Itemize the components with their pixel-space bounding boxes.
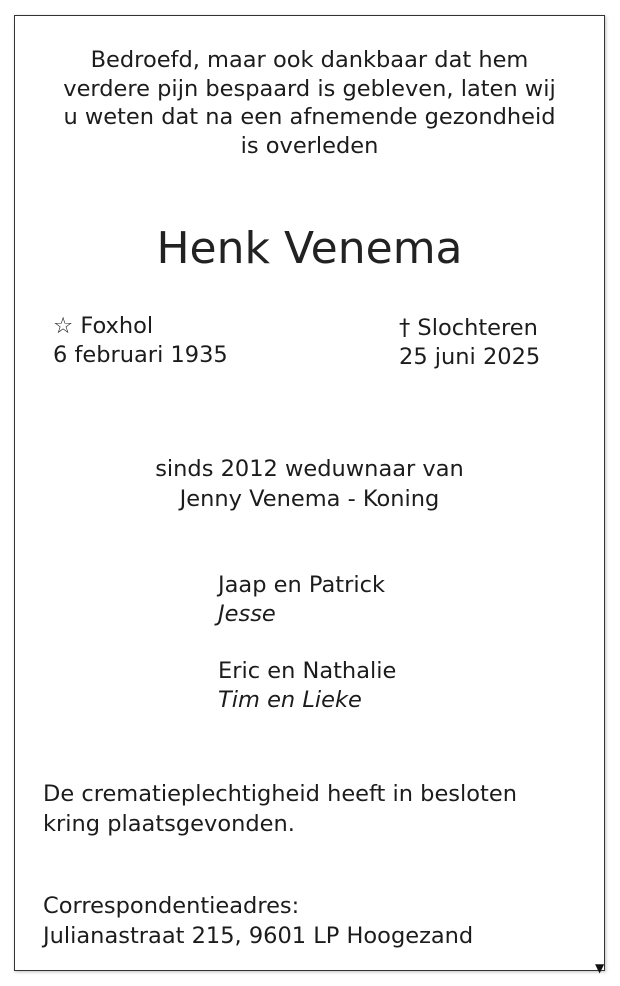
correspondence-label: Correspondentieadres: — [43, 893, 300, 919]
death-date: 25 juni 2025 — [399, 344, 541, 370]
family-parents: Jaap en Patrick — [218, 572, 385, 598]
birth-place-line — [53, 312, 228, 341]
cremation-line: De crematieplechtigheid heeft in besloten — [43, 781, 517, 807]
scroll-down-arrow-icon[interactable]: ▼ — [595, 961, 605, 975]
widower-line: sinds 2012 weduwnaar van — [155, 456, 464, 482]
family-group — [218, 657, 396, 715]
birth-info — [53, 312, 228, 370]
correspondence-address-line: Julianastraat 215, 9601 LP Hoogezand — [43, 923, 474, 949]
star-icon: ☆ — [53, 313, 74, 339]
family-group — [218, 571, 385, 629]
cremation-notice — [43, 779, 517, 839]
intro-line: is overleden — [240, 132, 379, 159]
birth-date: 6 februari 1935 — [53, 342, 228, 368]
death-place: Slochteren — [417, 315, 538, 341]
family-parents: Eric en Nathalie — [218, 658, 397, 684]
intro-text — [14, 46, 605, 160]
widower-line: Jenny Venema - Koning — [179, 486, 440, 512]
family-children: Tim en Lieke — [218, 687, 362, 713]
intro-line: Bedroefd, maar ook dankbaar dat hem — [90, 47, 529, 73]
intro-line: verdere pijn bespaard is gebleven, laten wij — [63, 75, 556, 102]
deceased-name: Henk Venema — [156, 223, 463, 274]
death-place-line — [399, 314, 540, 343]
birth-place: Foxhol — [80, 313, 154, 339]
cross-icon: † — [399, 315, 411, 341]
correspondence-address — [43, 891, 473, 951]
family-children: Jesse — [218, 601, 276, 627]
intro-line: u weten dat na een afnemende gezondheid — [63, 104, 556, 131]
death-info — [399, 314, 540, 372]
widower-text — [14, 454, 605, 514]
cremation-line: kring plaatsgevonden. — [43, 811, 295, 837]
